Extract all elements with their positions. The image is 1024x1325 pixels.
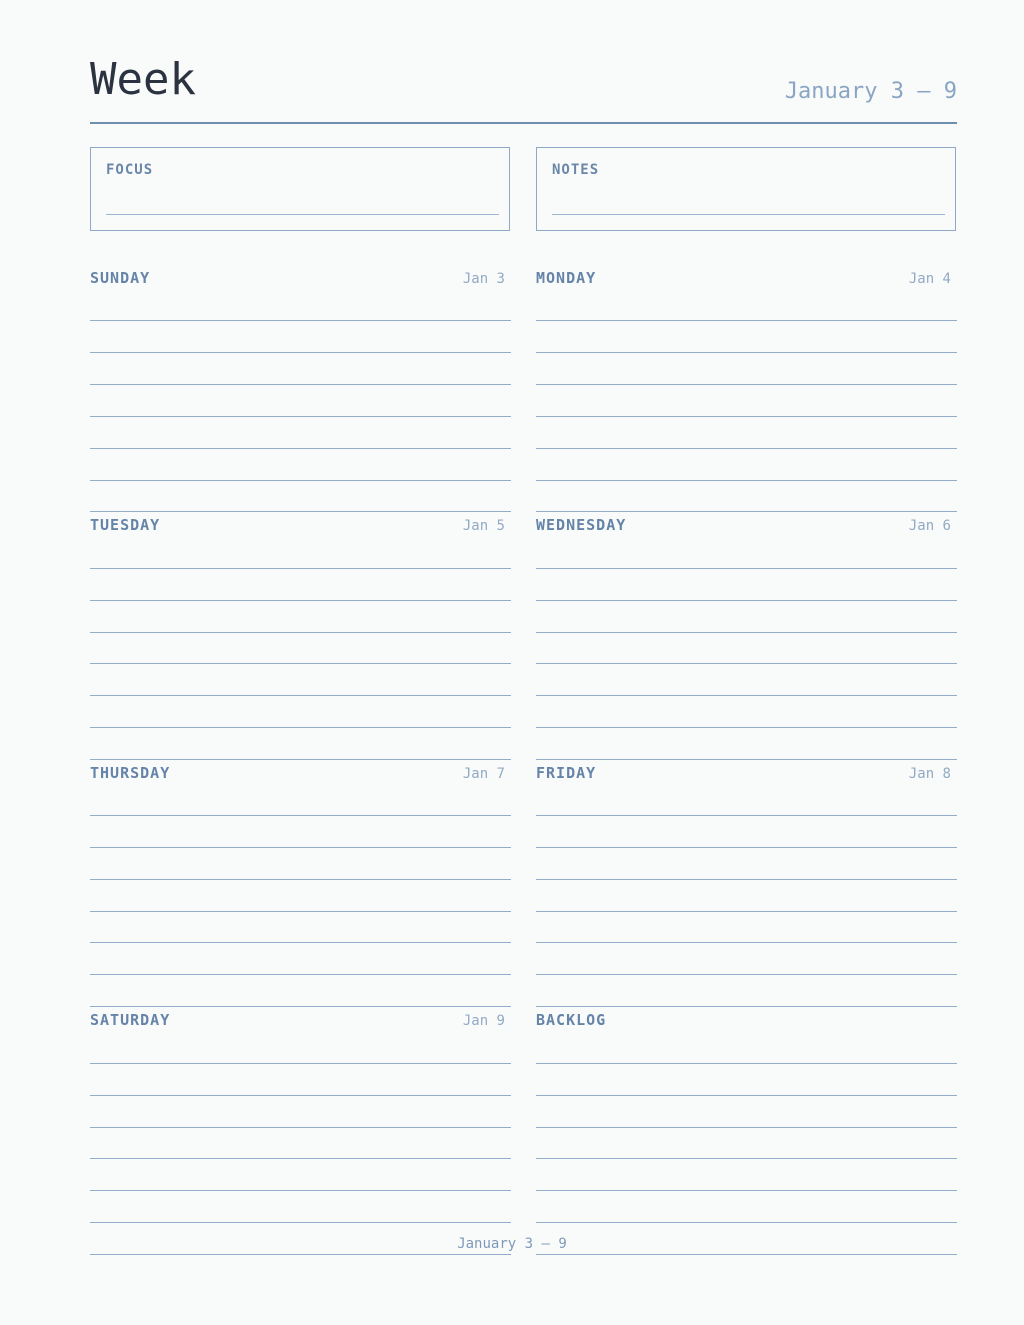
day-date: Jan 3 bbox=[462, 271, 505, 287]
writing-line[interactable] bbox=[90, 942, 511, 943]
writing-line[interactable] bbox=[536, 632, 957, 633]
writing-line[interactable] bbox=[90, 1095, 511, 1096]
writing-line[interactable] bbox=[90, 320, 511, 321]
writing-line[interactable] bbox=[536, 1190, 957, 1191]
writing-line[interactable] bbox=[90, 847, 511, 848]
writing-line[interactable] bbox=[90, 1190, 511, 1191]
writing-line[interactable] bbox=[536, 815, 957, 816]
footer-line-left bbox=[90, 1254, 511, 1255]
writing-line[interactable] bbox=[536, 600, 957, 601]
notes-label: NOTES bbox=[552, 162, 600, 178]
day-date: Jan 5 bbox=[462, 518, 505, 534]
date-range: January 3 – 9 bbox=[784, 79, 957, 104]
writing-line[interactable] bbox=[90, 1158, 511, 1159]
header-rule bbox=[90, 122, 957, 124]
page-title: Week bbox=[90, 54, 196, 105]
writing-line[interactable] bbox=[536, 663, 957, 664]
writing-line[interactable] bbox=[90, 879, 511, 880]
writing-line[interactable] bbox=[90, 695, 511, 696]
day-label: TUESDAY bbox=[90, 516, 161, 534]
writing-line[interactable] bbox=[536, 1158, 957, 1159]
day-date: Jan 8 bbox=[908, 766, 951, 782]
writing-line[interactable] bbox=[536, 1222, 957, 1223]
backlog-label: BACKLOG bbox=[536, 1011, 607, 1029]
day-label: MONDAY bbox=[536, 269, 597, 287]
day-label: WEDNESDAY bbox=[536, 516, 627, 534]
writing-line[interactable] bbox=[90, 416, 511, 417]
day-date: Jan 9 bbox=[462, 1013, 505, 1029]
writing-line[interactable] bbox=[90, 480, 511, 481]
day-date: Jan 6 bbox=[908, 518, 951, 534]
writing-line[interactable] bbox=[90, 1222, 511, 1223]
writing-line[interactable] bbox=[90, 568, 511, 569]
writing-line[interactable] bbox=[536, 384, 957, 385]
writing-line[interactable] bbox=[536, 416, 957, 417]
writing-line[interactable] bbox=[536, 1063, 957, 1064]
writing-line[interactable] bbox=[536, 511, 957, 512]
writing-line[interactable] bbox=[536, 352, 957, 353]
writing-line[interactable] bbox=[90, 663, 511, 664]
writing-line[interactable] bbox=[90, 1063, 511, 1064]
writing-line[interactable] bbox=[536, 448, 957, 449]
footer-line-right bbox=[536, 1254, 957, 1255]
writing-line[interactable] bbox=[536, 847, 957, 848]
writing-line[interactable] bbox=[90, 1127, 511, 1128]
writing-line[interactable] bbox=[90, 1006, 511, 1007]
day-label: THURSDAY bbox=[90, 764, 171, 782]
footer-date-range: January 3 – 9 bbox=[457, 1236, 567, 1252]
writing-line[interactable] bbox=[536, 320, 957, 321]
focus-box bbox=[90, 147, 510, 231]
writing-line[interactable] bbox=[536, 911, 957, 912]
writing-line[interactable] bbox=[536, 1127, 957, 1128]
writing-line[interactable] bbox=[90, 815, 511, 816]
writing-line[interactable] bbox=[536, 1095, 957, 1096]
day-date: Jan 4 bbox=[908, 271, 951, 287]
writing-line[interactable] bbox=[536, 974, 957, 975]
focus-label: FOCUS bbox=[106, 162, 154, 178]
focus-writing-line[interactable] bbox=[106, 214, 499, 215]
writing-line[interactable] bbox=[90, 384, 511, 385]
writing-line[interactable] bbox=[536, 568, 957, 569]
writing-line[interactable] bbox=[90, 974, 511, 975]
writing-line[interactable] bbox=[536, 759, 957, 760]
notes-box bbox=[536, 147, 956, 231]
writing-line[interactable] bbox=[536, 1006, 957, 1007]
writing-line[interactable] bbox=[536, 942, 957, 943]
writing-line[interactable] bbox=[536, 480, 957, 481]
notes-writing-line[interactable] bbox=[552, 214, 945, 215]
writing-line[interactable] bbox=[90, 511, 511, 512]
day-label: FRIDAY bbox=[536, 764, 597, 782]
day-label: SATURDAY bbox=[90, 1011, 171, 1029]
writing-line[interactable] bbox=[536, 879, 957, 880]
writing-line[interactable] bbox=[90, 352, 511, 353]
writing-line[interactable] bbox=[90, 759, 511, 760]
writing-line[interactable] bbox=[90, 911, 511, 912]
writing-line[interactable] bbox=[536, 727, 957, 728]
writing-line[interactable] bbox=[536, 695, 957, 696]
day-label: SUNDAY bbox=[90, 269, 151, 287]
writing-line[interactable] bbox=[90, 632, 511, 633]
writing-line[interactable] bbox=[90, 448, 511, 449]
writing-line[interactable] bbox=[90, 727, 511, 728]
writing-line[interactable] bbox=[90, 600, 511, 601]
day-date: Jan 7 bbox=[462, 766, 505, 782]
